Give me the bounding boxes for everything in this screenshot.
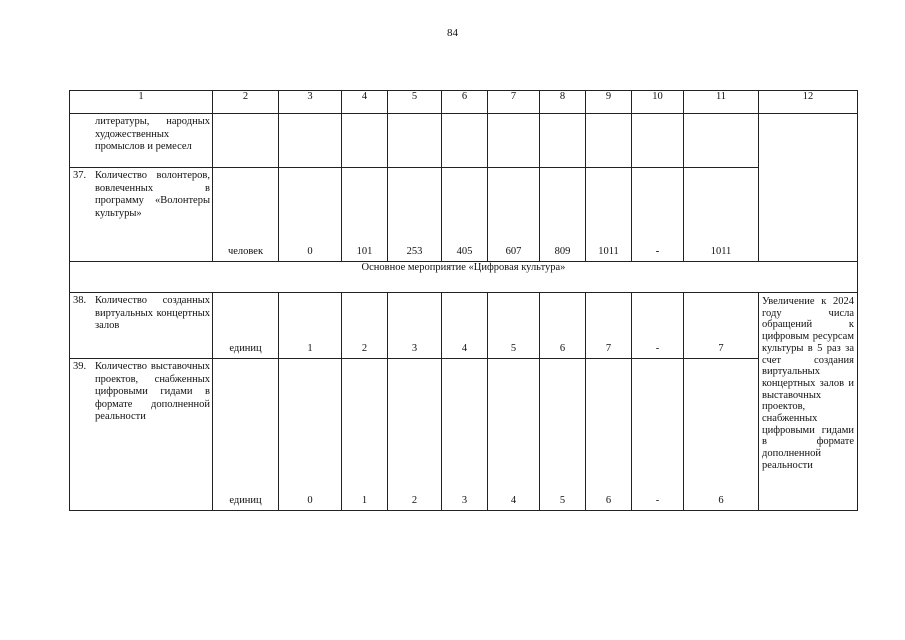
value-cell: 5	[540, 359, 586, 511]
page-number: 84	[447, 27, 458, 39]
value-cell: -	[632, 359, 684, 511]
column-header: 10	[632, 91, 684, 114]
column-number-row	[70, 91, 858, 114]
note-cell-empty	[759, 114, 858, 262]
table-row-continuation	[70, 114, 858, 168]
column-header: 8	[540, 91, 586, 114]
table-row	[70, 168, 858, 262]
column-header: 7	[488, 91, 540, 114]
value-cell: 1011	[586, 168, 632, 262]
column-header: 11	[684, 91, 759, 114]
value-cell: 253	[388, 168, 442, 262]
indicator-text: Количество волонтеров, вовлеченных в программу «Волонтеры культуры»	[95, 170, 210, 219]
column-header: 1	[70, 91, 213, 114]
indicator-text: Количество созданных виртуальных концертных залов	[95, 295, 210, 331]
value-cell: 5	[488, 293, 540, 359]
value-cell: 4	[442, 293, 488, 359]
column-header: 3	[279, 91, 342, 114]
table-row	[70, 293, 858, 359]
unit-cell: единиц	[213, 293, 279, 359]
value-cell: 6	[586, 359, 632, 511]
value-cell: 607	[488, 168, 540, 262]
value-cell: 1	[279, 293, 342, 359]
row-number: 38.	[73, 295, 87, 306]
section-title: Основное мероприятие «Цифровая культура»	[70, 262, 858, 293]
row-number: 39.	[73, 361, 87, 372]
value-cell: 1	[342, 359, 388, 511]
column-header: 2	[213, 91, 279, 114]
column-header: 9	[586, 91, 632, 114]
value-cell: 1011	[684, 168, 759, 262]
column-header: 4	[342, 91, 388, 114]
value-cell: 809	[540, 168, 586, 262]
value-cell: 0	[279, 359, 342, 511]
column-header: 5	[388, 91, 442, 114]
value-cell: 3	[388, 293, 442, 359]
column-header: 12	[759, 91, 858, 114]
row-number: 37.	[73, 170, 87, 181]
indicators-table	[69, 90, 858, 511]
indicator-text: литературы, народных художественных промыслов и ремесел	[95, 116, 210, 152]
value-cell: 2	[388, 359, 442, 511]
note-cell: Увеличение к 2024 году числа обращений к цифровым ресурсам культуры в 5 раз за счет создания виртуальных концертных залов и выставочных проектов, снабженных цифровыми гидами в формате дополненной реальности	[759, 293, 858, 511]
unit-cell: единиц	[213, 359, 279, 511]
value-cell: 7	[586, 293, 632, 359]
value-cell: 3	[442, 359, 488, 511]
value-cell: 4	[488, 359, 540, 511]
indicator-text: Количество выставочных проектов, снабженных цифровыми гидами в формате дополненной реальности	[95, 361, 210, 422]
value-cell: -	[632, 168, 684, 262]
value-cell: 0	[279, 168, 342, 262]
section-row	[70, 262, 858, 293]
value-cell: -	[632, 293, 684, 359]
value-cell: 2	[342, 293, 388, 359]
column-header: 6	[442, 91, 488, 114]
value-cell: 6	[540, 293, 586, 359]
unit-cell: человек	[213, 168, 279, 262]
value-cell: 101	[342, 168, 388, 262]
value-cell: 7	[684, 293, 759, 359]
table-row	[70, 359, 858, 511]
value-cell: 405	[442, 168, 488, 262]
value-cell: 6	[684, 359, 759, 511]
